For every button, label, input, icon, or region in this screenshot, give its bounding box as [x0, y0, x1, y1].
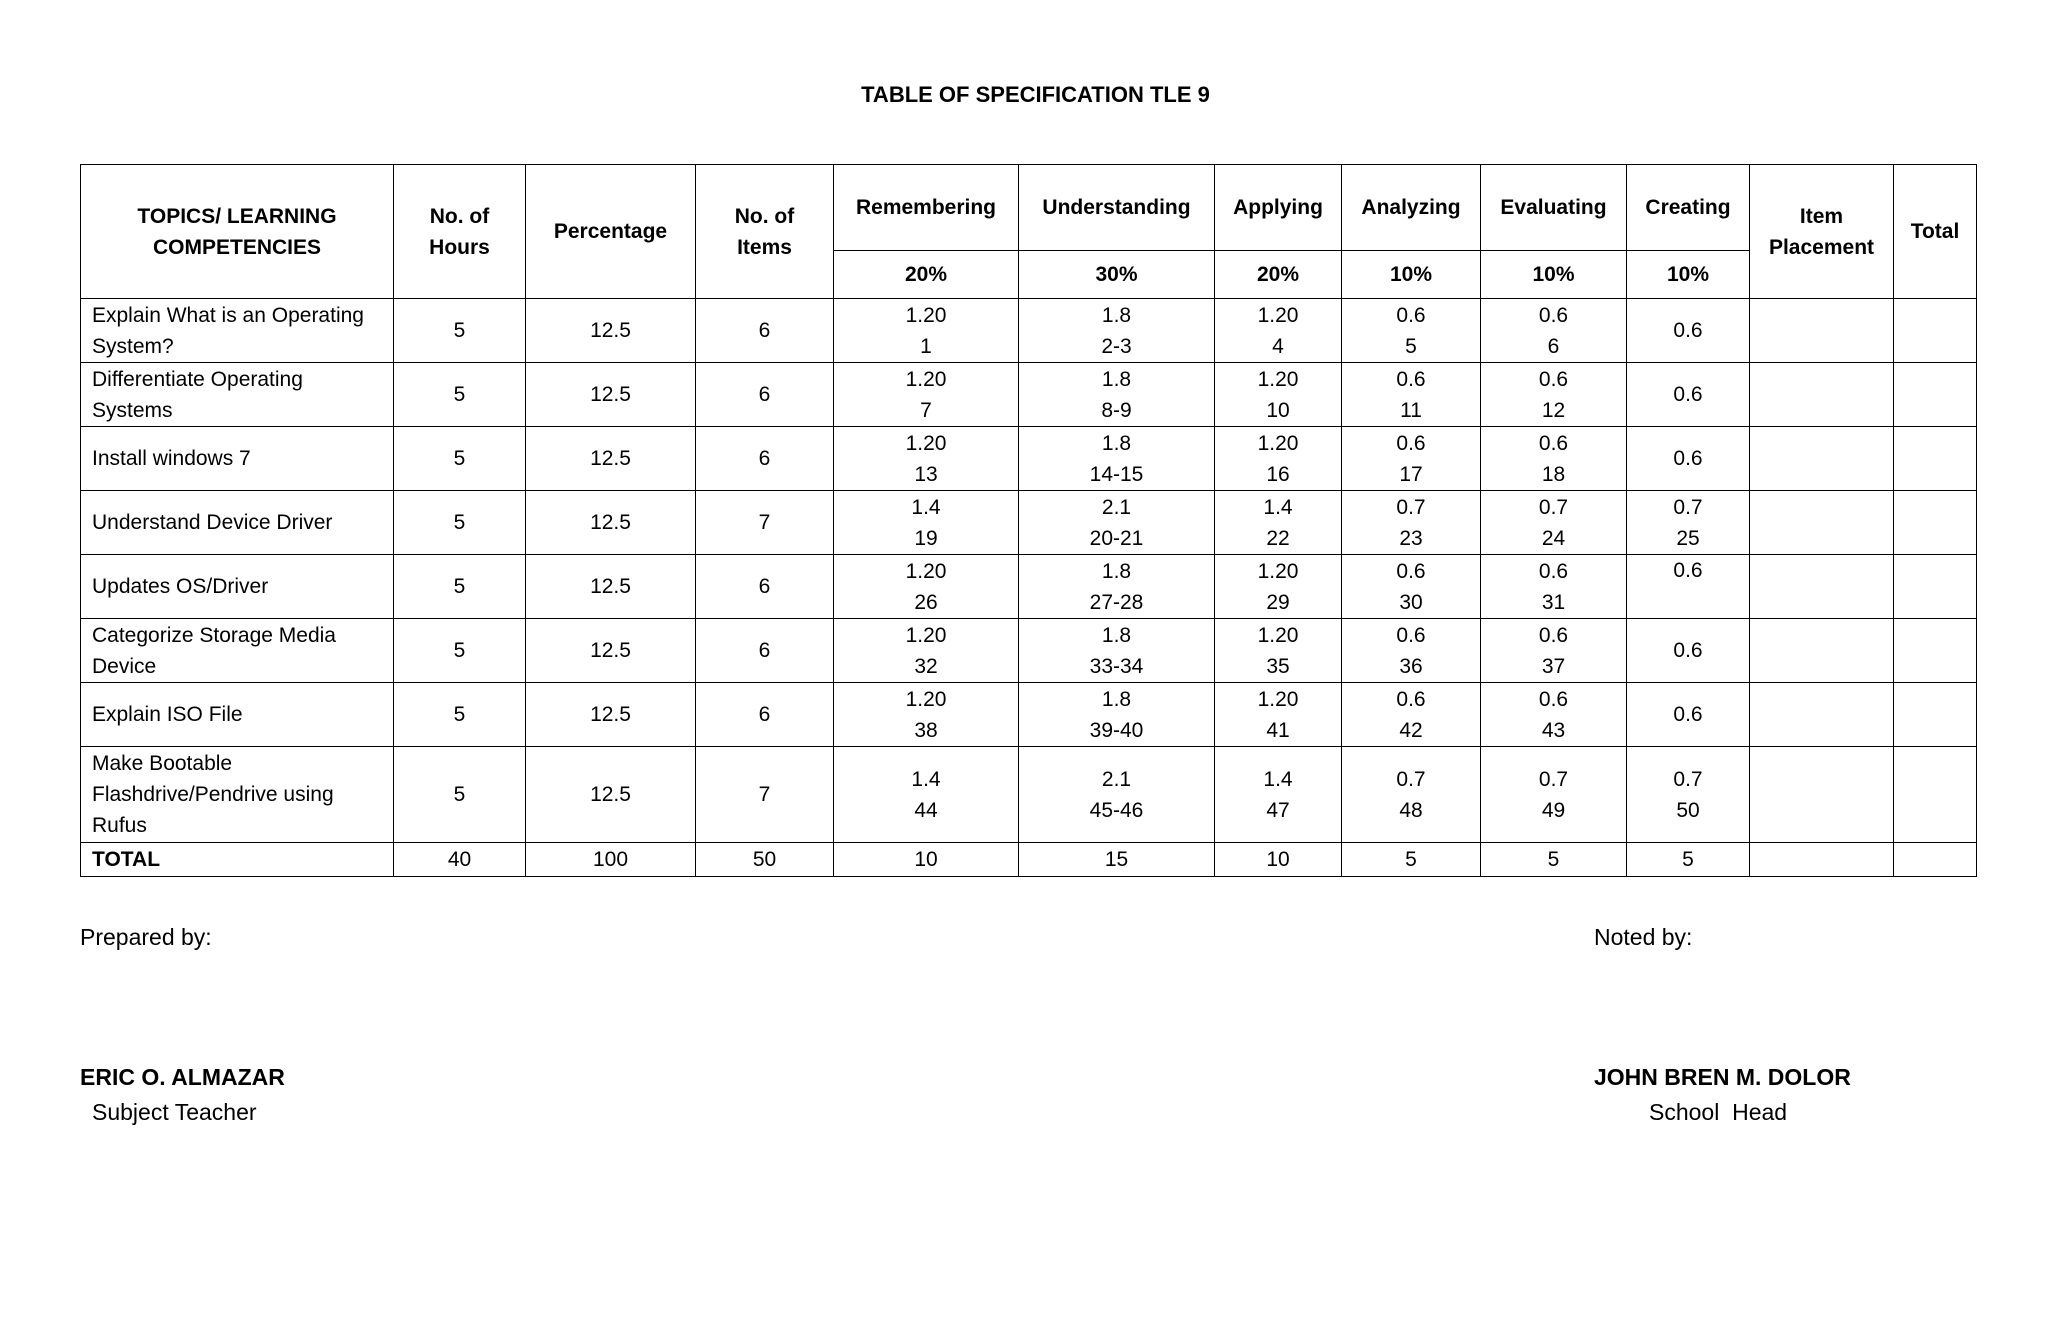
- item-placement-cell: [1750, 299, 1894, 363]
- remembering-placement: 32: [914, 654, 938, 678]
- analyzing-value: 0.7: [1396, 495, 1426, 519]
- evaluating-value: 0.7: [1538, 767, 1569, 791]
- understanding-cell: [1019, 363, 1215, 427]
- evaluating-value: 0.6: [1538, 431, 1569, 455]
- understanding-cell: [1019, 299, 1215, 363]
- evaluating-cell: [1481, 619, 1627, 683]
- percentage-cell: 12.5: [526, 747, 696, 843]
- prepared-by-name: ERIC O. ALMAZAR: [80, 1064, 285, 1090]
- evaluating-placement: 31: [1541, 590, 1566, 614]
- noted-by-label: Noted by:: [1594, 924, 1693, 950]
- analyzing-value: 0.6: [1396, 687, 1426, 711]
- remembering-value: 1.20: [905, 623, 947, 647]
- header-hours: No. of Hours: [394, 165, 526, 299]
- creating-cell: [1627, 747, 1750, 843]
- specification-table: [80, 164, 1977, 877]
- hours-cell: 5: [394, 555, 526, 619]
- header-percentage: Percentage: [526, 165, 696, 299]
- remembering-cell: [834, 683, 1019, 747]
- understanding-cell: [1019, 683, 1215, 747]
- total-cell: [1894, 683, 1977, 747]
- total-cell: [1894, 491, 1977, 555]
- creating-cell: [1627, 363, 1750, 427]
- evaluating-value: 0.6: [1538, 303, 1569, 327]
- analyzing-value: 0.6: [1396, 559, 1426, 583]
- item-placement-cell: [1750, 363, 1894, 427]
- remembering-value: 1.4: [911, 495, 941, 519]
- remembering-cell: [834, 555, 1019, 619]
- topic-cell: Understand Device Driver: [81, 491, 394, 555]
- table-row: [81, 363, 1977, 427]
- prepared-by-role: Subject Teacher: [92, 1099, 257, 1125]
- applying-placement: 22: [1266, 526, 1290, 550]
- header-evaluating: Evaluating: [1481, 165, 1627, 251]
- topic-cell: Explain ISO File: [81, 683, 394, 747]
- percentage-cell: 12.5: [526, 683, 696, 747]
- noted-by-name: JOHN BREN M. DOLOR: [1594, 1064, 1851, 1090]
- totals-creating: 5: [1627, 843, 1750, 877]
- evaluating-value: 0.6: [1538, 687, 1569, 711]
- totals-understanding: 15: [1019, 843, 1215, 877]
- analyzing-placement: 36: [1399, 654, 1423, 678]
- applying-placement: 10: [1266, 398, 1290, 422]
- analyzing-placement: 17: [1399, 462, 1423, 486]
- understanding-placement: 8-9: [1101, 398, 1132, 422]
- evaluating-placement: 43: [1541, 718, 1566, 742]
- evaluating-placement: 12: [1541, 398, 1566, 422]
- remembering-placement: 26: [914, 590, 938, 614]
- applying-value: 1.20: [1257, 303, 1299, 327]
- remembering-value: 1.20: [905, 431, 947, 455]
- understanding-cell: [1019, 555, 1215, 619]
- remembering-value: 1.20: [905, 303, 947, 327]
- understanding-value: 1.8: [1101, 687, 1132, 711]
- table-row: [81, 555, 1977, 619]
- percentage-cell: 12.5: [526, 299, 696, 363]
- percentage-cell: 12.5: [526, 619, 696, 683]
- totals-item-placement: [1750, 843, 1894, 877]
- items-cell: 7: [696, 747, 834, 843]
- understanding-placement: 2-3: [1101, 334, 1132, 358]
- weight-remembering: 20%: [834, 251, 1019, 299]
- table-row: [81, 491, 1977, 555]
- applying-value: 1.20: [1257, 367, 1299, 391]
- evaluating-placement: 37: [1541, 654, 1566, 678]
- remembering-placement: 44: [914, 798, 938, 822]
- items-cell: 6: [696, 363, 834, 427]
- evaluating-value: 0.6: [1538, 559, 1569, 583]
- evaluating-value: 0.7: [1538, 495, 1569, 519]
- analyzing-placement: 48: [1399, 798, 1423, 822]
- topic-cell: Updates OS/Driver: [81, 555, 394, 619]
- applying-cell: [1215, 683, 1342, 747]
- remembering-value: 1.20: [905, 367, 947, 391]
- understanding-placement: 45-46: [1089, 798, 1144, 822]
- understanding-value: 1.8: [1101, 367, 1132, 391]
- understanding-cell: [1019, 619, 1215, 683]
- understanding-cell: [1019, 427, 1215, 491]
- totals-label: TOTAL: [81, 843, 394, 877]
- items-cell: 6: [696, 427, 834, 491]
- weight-understanding: 30%: [1019, 251, 1215, 299]
- creating-value: 0.6: [1673, 319, 1703, 342]
- analyzing-placement: 5: [1405, 334, 1417, 358]
- applying-cell: [1215, 491, 1342, 555]
- evaluating-value: 0.6: [1538, 623, 1569, 647]
- applying-placement: 16: [1266, 462, 1290, 486]
- applying-value: 1.20: [1257, 623, 1299, 647]
- understanding-value: 1.8: [1101, 431, 1132, 455]
- creating-value: 0.6: [1673, 559, 1703, 582]
- remembering-placement: 7: [920, 398, 932, 422]
- item-placement-cell: [1750, 491, 1894, 555]
- analyzing-value: 0.6: [1396, 367, 1426, 391]
- understanding-value: 2.1: [1101, 767, 1132, 791]
- creating-value: 0.6: [1673, 703, 1703, 726]
- applying-value: 1.4: [1263, 767, 1293, 791]
- weight-analyzing: 10%: [1342, 251, 1481, 299]
- item-placement-cell: [1750, 619, 1894, 683]
- hours-cell: 5: [394, 747, 526, 843]
- total-cell: [1894, 299, 1977, 363]
- applying-placement: 41: [1266, 718, 1290, 742]
- document-title: TABLE OF SPECIFICATION TLE 9: [861, 82, 1210, 107]
- table-row: [81, 299, 1977, 363]
- evaluating-cell: [1481, 427, 1627, 491]
- applying-value: 1.20: [1257, 431, 1299, 455]
- item-placement-cell: [1750, 683, 1894, 747]
- creating-placement: 25: [1676, 526, 1700, 550]
- item-placement-cell: [1750, 427, 1894, 491]
- items-cell: 6: [696, 299, 834, 363]
- analyzing-cell: [1342, 555, 1481, 619]
- applying-placement: 35: [1266, 654, 1290, 678]
- header-creating: Creating: [1627, 165, 1750, 251]
- total-cell: [1894, 619, 1977, 683]
- applying-value: 1.4: [1263, 495, 1293, 519]
- applying-placement: 4: [1272, 334, 1284, 358]
- analyzing-cell: [1342, 427, 1481, 491]
- analyzing-value: 0.6: [1396, 431, 1426, 455]
- evaluating-placement: 6: [1547, 334, 1560, 358]
- applying-value: 1.20: [1257, 559, 1299, 583]
- header-total: Total: [1894, 165, 1977, 299]
- evaluating-cell: [1481, 491, 1627, 555]
- topic-cell: Make Bootable Flashdrive/Pendrive using Rufus: [81, 747, 394, 843]
- analyzing-cell: [1342, 363, 1481, 427]
- analyzing-cell: [1342, 619, 1481, 683]
- header-remembering: Remembering: [834, 165, 1019, 251]
- understanding-placement: 33-34: [1089, 654, 1144, 678]
- remembering-value: 1.4: [911, 767, 941, 791]
- evaluating-placement: 18: [1541, 462, 1566, 486]
- hours-cell: 5: [394, 299, 526, 363]
- noted-by-role: School Head: [1649, 1099, 1788, 1125]
- header-understanding: Understanding: [1019, 165, 1215, 251]
- remembering-cell: [834, 619, 1019, 683]
- total-cell: [1894, 747, 1977, 843]
- percentage-cell: 12.5: [526, 555, 696, 619]
- remembering-placement: 19: [914, 526, 938, 550]
- understanding-cell: [1019, 747, 1215, 843]
- hours-cell: 5: [394, 491, 526, 555]
- percentage-cell: 12.5: [526, 427, 696, 491]
- applying-cell: [1215, 363, 1342, 427]
- item-placement-cell: [1750, 555, 1894, 619]
- remembering-placement: 13: [914, 462, 938, 486]
- totals-percentage: 100: [526, 843, 696, 877]
- items-cell: 6: [696, 619, 834, 683]
- understanding-value: 1.8: [1101, 623, 1132, 647]
- remembering-cell: [834, 747, 1019, 843]
- header-applying: Applying: [1215, 165, 1342, 251]
- totals-analyzing: 5: [1342, 843, 1481, 877]
- applying-cell: [1215, 619, 1342, 683]
- remembering-cell: [834, 363, 1019, 427]
- remembering-cell: [834, 299, 1019, 363]
- understanding-cell: [1019, 491, 1215, 555]
- applying-value: 1.20: [1257, 687, 1299, 711]
- weight-applying: 20%: [1215, 251, 1342, 299]
- topic-cell: Categorize Storage Media Device: [81, 619, 394, 683]
- analyzing-placement: 30: [1399, 590, 1423, 614]
- applying-cell: [1215, 555, 1342, 619]
- table-row: [81, 747, 1977, 843]
- prepared-by-label: Prepared by:: [80, 924, 212, 950]
- creating-cell: [1627, 427, 1750, 491]
- total-cell: [1894, 427, 1977, 491]
- creating-cell: [1627, 555, 1750, 619]
- header-topics: TOPICS/ LEARNING COMPETENCIES: [81, 165, 394, 299]
- table-row: [81, 683, 1977, 747]
- item-placement-cell: [1750, 747, 1894, 843]
- total-cell: [1894, 555, 1977, 619]
- hours-cell: 5: [394, 683, 526, 747]
- understanding-placement: 14-15: [1089, 462, 1144, 486]
- analyzing-value: 0.6: [1396, 303, 1426, 327]
- analyzing-cell: [1342, 491, 1481, 555]
- understanding-placement: 39-40: [1089, 718, 1144, 742]
- creating-value: 0.6: [1673, 383, 1703, 406]
- totals-applying: 10: [1215, 843, 1342, 877]
- analyzing-placement: 23: [1399, 526, 1423, 550]
- evaluating-value: 0.6: [1538, 367, 1569, 391]
- totals-total: [1894, 843, 1977, 877]
- remembering-cell: [834, 427, 1019, 491]
- understanding-value: 2.1: [1101, 495, 1132, 519]
- creating-cell: [1627, 491, 1750, 555]
- creating-value: 0.7: [1673, 767, 1703, 791]
- analyzing-placement: 42: [1399, 718, 1423, 742]
- creating-placement: 50: [1676, 798, 1700, 822]
- topic-cell: Explain What is an Operating System?: [81, 299, 394, 363]
- creating-cell: [1627, 299, 1750, 363]
- table-row: [81, 619, 1977, 683]
- creating-value: 0.6: [1673, 447, 1703, 470]
- totals-hours: 40: [394, 843, 526, 877]
- creating-cell: [1627, 683, 1750, 747]
- creating-value: 0.7: [1673, 495, 1703, 519]
- analyzing-cell: [1342, 747, 1481, 843]
- total-cell: [1894, 363, 1977, 427]
- remembering-value: 1.20: [905, 559, 947, 583]
- understanding-placement: 20-21: [1089, 526, 1144, 550]
- remembering-value: 1.20: [905, 687, 947, 711]
- evaluating-cell: [1481, 555, 1627, 619]
- items-cell: 6: [696, 683, 834, 747]
- hours-cell: 5: [394, 619, 526, 683]
- analyzing-value: 0.7: [1396, 767, 1426, 791]
- applying-placement: 29: [1266, 590, 1290, 614]
- remembering-placement: 38: [914, 718, 938, 742]
- applying-cell: [1215, 299, 1342, 363]
- understanding-value: 1.8: [1101, 559, 1132, 583]
- percentage-cell: 12.5: [526, 491, 696, 555]
- totals-remembering: 10: [834, 843, 1019, 877]
- remembering-placement: 1: [920, 334, 932, 358]
- hours-cell: 5: [394, 427, 526, 491]
- topic-cell: Install windows 7: [81, 427, 394, 491]
- weight-evaluating: 10%: [1481, 251, 1627, 299]
- items-cell: 6: [696, 555, 834, 619]
- weight-creating: 10%: [1627, 251, 1750, 299]
- evaluating-cell: [1481, 299, 1627, 363]
- analyzing-cell: [1342, 299, 1481, 363]
- table-row: [81, 427, 1977, 491]
- totals-items: 50: [696, 843, 834, 877]
- applying-placement: 47: [1266, 798, 1290, 822]
- understanding-placement: 27-28: [1089, 590, 1144, 614]
- totals-evaluating: 5: [1481, 843, 1627, 877]
- understanding-value: 1.8: [1101, 303, 1132, 327]
- evaluating-cell: [1481, 363, 1627, 427]
- topic-cell: Differentiate Operating Systems: [81, 363, 394, 427]
- remembering-cell: [834, 491, 1019, 555]
- evaluating-cell: [1481, 683, 1627, 747]
- items-cell: 7: [696, 491, 834, 555]
- creating-cell: [1627, 619, 1750, 683]
- applying-cell: [1215, 427, 1342, 491]
- hours-cell: 5: [394, 363, 526, 427]
- creating-value: 0.6: [1673, 639, 1703, 662]
- evaluating-cell: [1481, 747, 1627, 843]
- header-item-placement: Item Placement: [1750, 165, 1894, 299]
- totals-row: [81, 843, 1977, 877]
- percentage-cell: 12.5: [526, 363, 696, 427]
- header-items: No. of Items: [696, 165, 834, 299]
- evaluating-placement: 49: [1541, 798, 1566, 822]
- applying-cell: [1215, 747, 1342, 843]
- analyzing-value: 0.6: [1396, 623, 1426, 647]
- analyzing-placement: 11: [1400, 398, 1422, 422]
- evaluating-placement: 24: [1541, 526, 1566, 550]
- header-analyzing: Analyzing: [1342, 165, 1481, 251]
- analyzing-cell: [1342, 683, 1481, 747]
